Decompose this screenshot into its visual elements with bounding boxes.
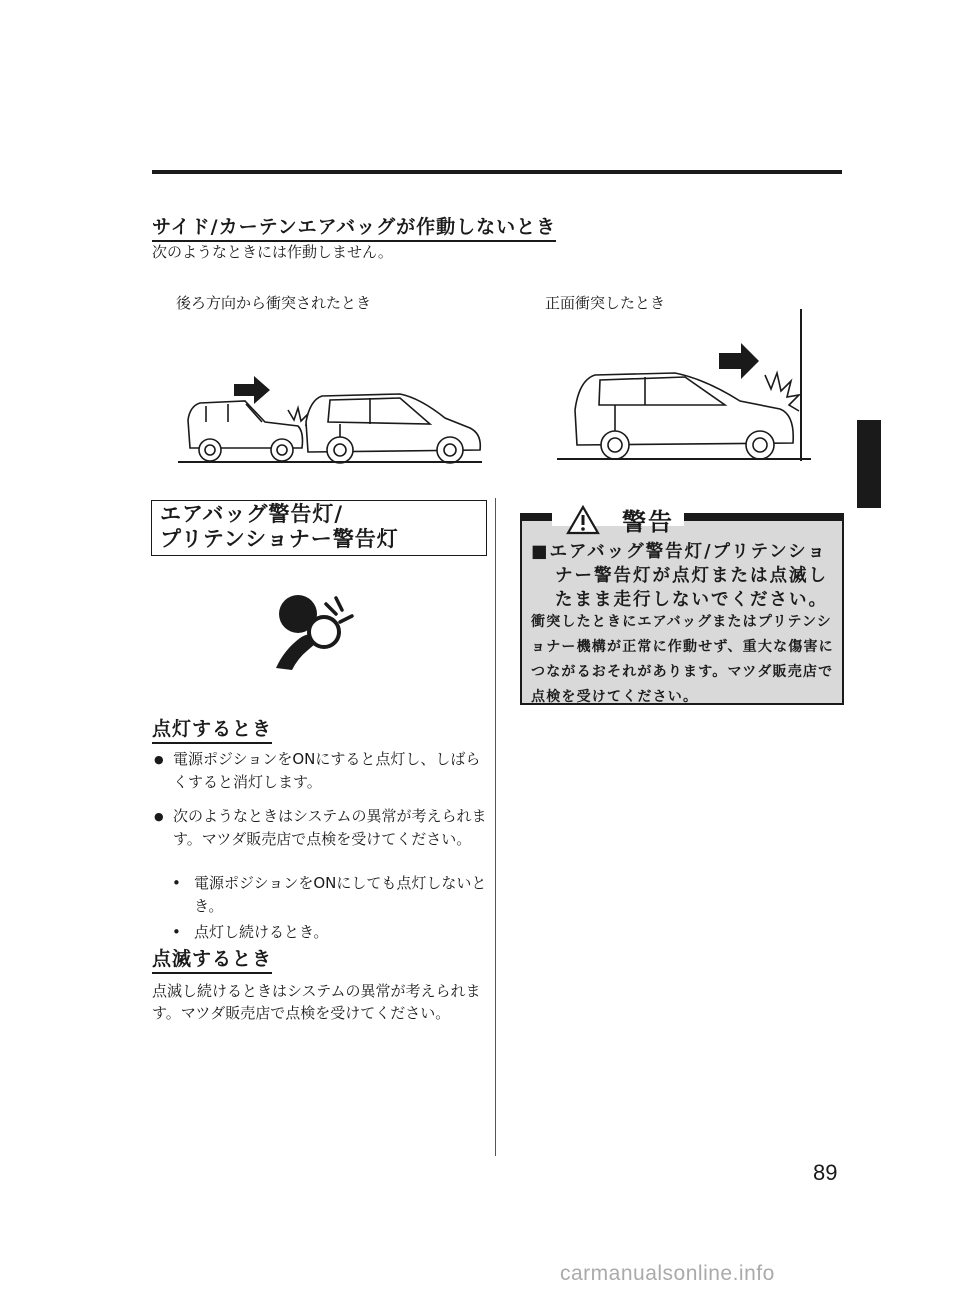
airbag-warning-icon <box>268 592 356 674</box>
top-rule <box>152 170 842 174</box>
warning-heading-line3: たまま走行しないでください。 <box>555 590 828 610</box>
indicator-title-line2: プリテンショナー警告灯 <box>160 527 399 551</box>
blink-text: 点滅し続けるときはシステムの異常が考えられます。マツダ販売店で点検を受けてください。 <box>152 982 481 1022</box>
warning-triangle-icon <box>566 505 600 535</box>
list-item: • 電源ポジションをONにしても点灯しないとき。 <box>170 872 490 918</box>
section-intro: 次のようなときには作動しません。 <box>152 243 393 261</box>
indicator-title-line1: エアバッグ警告灯/ <box>160 502 343 526</box>
caption-rear-collision: 後ろ方向から衝突されたとき <box>176 294 372 312</box>
front-collision-illustration <box>555 305 815 465</box>
section-title-blink: 点滅するとき <box>152 944 272 974</box>
warning-label: 警告 <box>622 508 674 536</box>
caption-front-collision: 正面衝突したとき <box>545 294 666 312</box>
list-item: ● 次のようなときはシステムの異常が考えられます。マツダ販売店で点検を受けてください。 <box>152 805 487 851</box>
section-title-side-curtain: サイド/カーテンエアバッグが作動しないとき <box>152 212 556 242</box>
lit-bullet-list <box>152 748 487 862</box>
rear-collision-illustration <box>170 370 490 470</box>
warning-heading-line2: ナー警告灯が点灯または点滅し <box>555 566 828 586</box>
warning-heading <box>531 540 835 612</box>
lit-sub-list <box>170 872 490 947</box>
warning-heading-line1: ■エアバッグ警告灯/プリテンショ <box>531 542 827 562</box>
page-number: 89 <box>813 1160 838 1185</box>
watermark: carmanualsonline.info <box>560 1262 775 1285</box>
column-divider <box>495 498 496 1156</box>
chapter-tab <box>857 420 881 508</box>
list-item: • 点灯し続けるとき。 <box>170 921 490 944</box>
indicator-title-box <box>151 500 487 556</box>
list-item: ● 電源ポジションをONにすると点灯し、しばらくすると消灯します。 <box>152 748 487 794</box>
warning-body: 衝突したときにエアバッグまたはプリテンショナー機構が正常に作動せず、重大な傷害につながるおそれがあります。マツダ販売店で点検を受けてください。 <box>531 614 834 705</box>
section-title-lit: 点灯するとき <box>152 714 272 744</box>
